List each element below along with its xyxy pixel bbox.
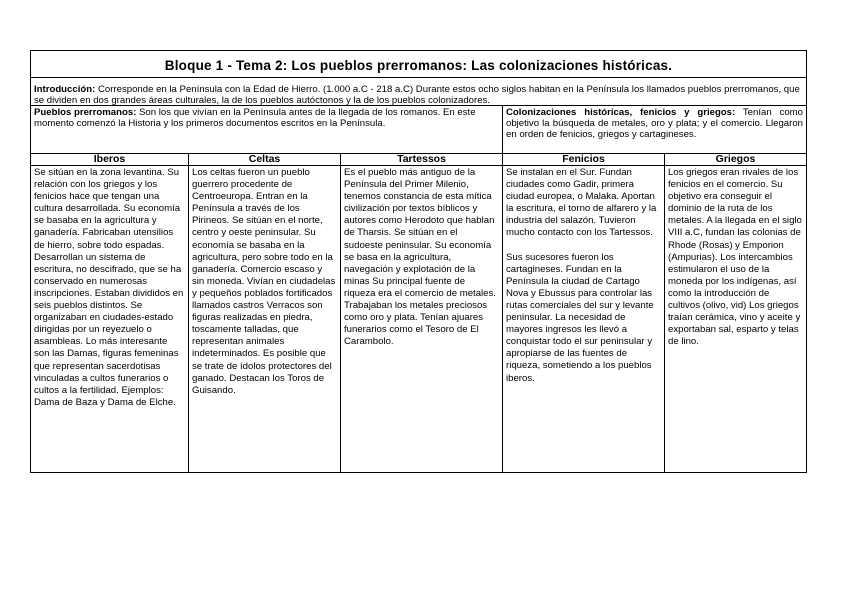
intro-text: Corresponde en la Península con la Edad de Hierro. (1.000 a.C - 218 a.C) Durante estos ocho siglos habitan en la Península los llamados pueblos prerromanos, que se dividen en dos grandes áreas culturales, la de los pueblos autóctonos y la de los pueblos colonizadores. — [34, 84, 800, 106]
document-table — [30, 50, 807, 473]
prerromanos-label: Pueblos prerromanos: — [34, 107, 137, 118]
intro-row — [31, 78, 806, 106]
page-title: Bloque 1 - Tema 2: Los pueblos prerromanos: Las colonizaciones históricas. — [31, 51, 806, 78]
prerromanos-cell — [31, 106, 503, 153]
header-griegos: Griegos — [715, 153, 756, 165]
tartessos-text: Es el pueblo más antiguo de la Península del Primer Milenio, tenemos constancia de esta mítica civilización por textos bíblicos y autores como Herodoto que hablan de Tharsis. Se sitúan en el sudoeste peninsular. Su economía se basa en la agricultura, navegación y explotación de la minas Su principal fuente de riqueza era el comercio de metales. Trabajaban los metales preciosos como oro y plata. Tenían ajuares funerarios como el Tesoro de El Carambolo. — [344, 167, 496, 348]
columns-body — [31, 166, 806, 472]
tartessos-cell — [341, 166, 503, 472]
colonizaciones-text: Tenían como objetivo la búsqueda de metales, oro y plata; y el comercio. Llegaron en orden de fenicios, griegos y cartagineses. — [506, 107, 803, 140]
colonizaciones-label: Colonizaciones históricas, fenicios y griegos: — [506, 107, 736, 118]
celtas-text: Los celtas fueron un pueblo guerrero procedente de Centroeuropa. Entran en la Península a través de los Pirineos. Se sitúan en el norte, centro y oeste peninsular. Su economía se basaba en la agricultura, pero sobre todo en la ganadería. Comercio escaso y sin moneda. Vivían en ciudadelas y pequeños poblados fortificados llamados castros Verracos son figuras realizadas en piedra, toscamente talladas, que representan animales indeterminados. Es posible que se trate de ídolos protectores del ganado. Destacan los Toros de Guisando. — [192, 167, 336, 396]
prerromanos-text: Son los que vivían en la Península antes de la llegada de los romanos. En este momento comenzó la Historia y los primeros documentos escritos en la Península. — [34, 107, 476, 129]
overview-row — [31, 106, 806, 154]
griegos-cell — [665, 166, 806, 472]
fenicios-text-1: Se instalan en el Sur. Fundan ciudades como Gadir, primera ciudad europea, o Malaka. Aportan la escritura, el torno de alfarero y la industria del salazón. Tuvieron mucho contacto con los Tartessos. — [506, 167, 657, 239]
header-celtas: Celtas — [189, 154, 341, 165]
fenicios-text-2: Sus sucesores fueron los cartagineses. Fundan en la Península la ciudad de Cartago Nova y Ebussus para controlar las rutas comerciales del sur y levante peninsular. La necesidad de mayores ingresos les llevó a conquistar todo el sur peninsular y apropiarse de las fuentes de riqueza, sometiendo a los pueblos iberos. — [506, 251, 654, 384]
intro-label: Introducción: — [34, 84, 96, 95]
celtas-cell — [189, 166, 341, 472]
header-fenicios: Fenicios — [503, 154, 665, 165]
colonizaciones-cell — [503, 106, 806, 153]
header-tartessos: Tartessos — [341, 154, 503, 165]
iberos-cell — [31, 166, 189, 472]
header-iberos: Iberos — [31, 154, 189, 165]
griegos-text: Los griegos eran rivales de los fenicios en el comercio. Su objetivo era conseguir el dominio de la ruta de los metales. A la llegada en el siglo VIII a.C, fundan las colonias de Rhode (Rosas) y Emporion (Ampurias). Los intercambios estimularon el uso de la moneda por los indígenas, así como la introducción de cultivos (olivo, vid) Los griegos traían cerámica, vino y aceite y exportaban sal, esparto y telas de lino. — [668, 167, 802, 348]
column-headers — [31, 154, 806, 166]
fenicios-cell — [503, 166, 665, 472]
iberos-text: Se sitúan en la zona levantina. Su relación con los griegos y los fenicios hace que tengan una cultura desarrollada. Su economía se basaba en la agricultura y ganadería. Fabricaban utensilios de hierro, sobre todo espadas. Desarrollan un sistema de escritura, no descifrado, que se ha conservado en numerosas inscripciones. Estaban divididos en seis pueblos distintos. Se organizaban en ciudades-estado dirigidas por un reyezuelo o asambleas. Lo más interesante son las Damas, figuras femeninas que representan sacerdotisas vinculadas a cultos funerarios o cultos a la fertilidad. Ejemplos: Dama de Baza y Dama de Elche. — [34, 167, 184, 408]
